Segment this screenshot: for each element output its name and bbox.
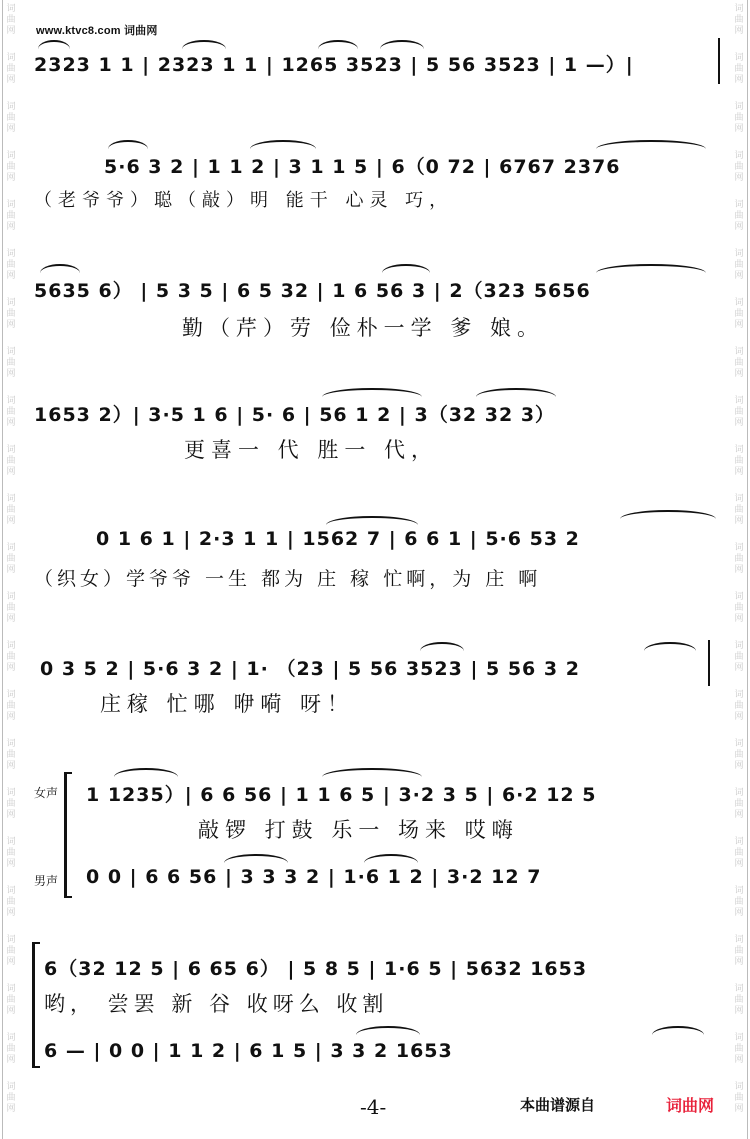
- watermark-glyph: 网: [734, 1055, 744, 1065]
- notation-line-2: 5·6 3 2 | 1 1 2 | 3 1 1 5 | 6（0 72 | 6767 2376: [104, 156, 621, 178]
- watermark-glyph: 曲: [6, 505, 16, 515]
- watermark-glyph: 曲: [734, 848, 744, 858]
- watermark-glyph: 曲: [6, 309, 16, 319]
- watermark-glyph: 曲: [6, 64, 16, 74]
- watermark-glyph: 词: [6, 102, 16, 112]
- watermark-glyph: 网: [6, 908, 16, 918]
- watermark-glyph: 曲: [6, 799, 16, 809]
- lyric-line-5: （织女）学爷爷 一生 都为 庄 稼 忙啊，为 庄 啊: [34, 568, 542, 590]
- watermark-glyph: 网: [6, 222, 16, 232]
- watermark-glyph: 网: [6, 173, 16, 183]
- watermark-gap: [732, 870, 746, 886]
- watermark-gap: [4, 233, 18, 249]
- watermark-glyph: 曲: [734, 456, 744, 466]
- slur-arc: [322, 768, 422, 777]
- watermark-glyph: 曲: [6, 1093, 16, 1103]
- slur-arc: [322, 388, 422, 397]
- watermark-glyph: 词: [6, 298, 16, 308]
- watermark-glyph: 词: [6, 249, 16, 259]
- watermark-glyph: 网: [6, 663, 16, 673]
- watermark-glyph: 词: [6, 739, 16, 749]
- watermark-gap: [4, 135, 18, 151]
- watermark-glyph: 网: [6, 957, 16, 967]
- voice-bracket: [32, 942, 40, 1068]
- watermark-gap: [4, 723, 18, 739]
- watermark-glyph: 词: [734, 249, 744, 259]
- watermark-glyph: 词: [734, 445, 744, 455]
- watermark-glyph: 曲: [734, 113, 744, 123]
- watermark-glyph: 词: [6, 494, 16, 504]
- watermark-gap: [732, 674, 746, 690]
- watermark-glyph: 网: [734, 761, 744, 771]
- watermark-gap: [732, 331, 746, 347]
- watermark-glyph: 网: [734, 222, 744, 232]
- watermark-glyph: 曲: [734, 1093, 744, 1103]
- notation-line-8: 0 0 | 6 6 56 | 3 3 3 2 | 1·6 1 2 | 3·2 12 7: [86, 866, 542, 888]
- watermark-gap: [732, 135, 746, 151]
- watermark-gap: [4, 576, 18, 592]
- watermark-glyph: 词: [734, 935, 744, 945]
- watermark-gap: [4, 919, 18, 935]
- watermark-glyph: 词: [734, 396, 744, 406]
- page-border-left: [2, 0, 3, 1139]
- watermark-glyph: 曲: [734, 211, 744, 221]
- watermark-column-left: [4, 4, 18, 1131]
- watermark-glyph: 词: [6, 1082, 16, 1092]
- watermark-gap: [4, 772, 18, 788]
- watermark-glyph: 曲: [6, 260, 16, 270]
- watermark-glyph: 曲: [6, 1044, 16, 1054]
- slur-arc: [326, 516, 418, 525]
- watermark-glyph: 网: [6, 124, 16, 134]
- watermark-glyph: 词: [6, 592, 16, 602]
- watermark-glyph: 词: [734, 984, 744, 994]
- watermark-gap: [4, 429, 18, 445]
- watermark-gap: [732, 821, 746, 837]
- notation-line-3: 5635 6） | 5 3 5 | 6 5 32 | 1 6 56 3 | 2（323 5656: [34, 280, 591, 302]
- slur-arc: [596, 140, 706, 149]
- watermark-gap: [4, 821, 18, 837]
- slur-arc: [596, 264, 706, 273]
- bar-line: [708, 640, 710, 686]
- watermark-glyph: 网: [734, 957, 744, 967]
- watermark-glyph: 词: [6, 200, 16, 210]
- watermark-glyph: 词: [734, 298, 744, 308]
- slur-arc: [644, 642, 696, 651]
- watermark-glyph: 网: [734, 418, 744, 428]
- watermark-gap: [732, 625, 746, 641]
- voice-bracket: [64, 772, 72, 898]
- watermark-glyph: 曲: [6, 456, 16, 466]
- watermark-glyph: 网: [6, 369, 16, 379]
- watermark-gap: [732, 429, 746, 445]
- slur-arc: [620, 510, 716, 519]
- watermark-glyph: 网: [6, 75, 16, 85]
- watermark-gap: [732, 1115, 746, 1131]
- watermark-glyph: 词: [734, 592, 744, 602]
- watermark-glyph: 曲: [6, 113, 16, 123]
- watermark-glyph: 曲: [734, 1044, 744, 1054]
- watermark-glyph: 网: [6, 614, 16, 624]
- watermark-gap: [4, 870, 18, 886]
- watermark-glyph: 词: [6, 151, 16, 161]
- watermark-glyph: 词: [6, 788, 16, 798]
- slur-arc: [224, 854, 288, 863]
- watermark-glyph: 词: [734, 1033, 744, 1043]
- slur-arc: [380, 40, 424, 49]
- watermark-glyph: 曲: [6, 897, 16, 907]
- watermark-glyph: 曲: [734, 15, 744, 25]
- watermark-glyph: 词: [734, 837, 744, 847]
- watermark-gap: [732, 772, 746, 788]
- watermark-glyph: 网: [734, 271, 744, 281]
- slur-arc: [182, 40, 226, 49]
- brand-logo-text[interactable]: 词曲网: [666, 1096, 715, 1115]
- watermark-glyph: 网: [6, 565, 16, 575]
- watermark-glyph: 网: [6, 810, 16, 820]
- watermark-glyph: 曲: [6, 407, 16, 417]
- watermark-gap: [4, 968, 18, 984]
- notation-line-7: 1 1235）| 6 6 56 | 1 1 6 5 | 3·2 3 5 | 6·2 12 5: [86, 784, 597, 806]
- watermark-gap: [4, 1017, 18, 1033]
- lyric-line-7: 敲锣 打鼓 乐一 场来 哎嗨: [198, 818, 519, 842]
- watermark-glyph: 曲: [734, 407, 744, 417]
- watermark-glyph: 曲: [6, 995, 16, 1005]
- watermark-glyph: 曲: [734, 554, 744, 564]
- slur-arc: [364, 854, 418, 863]
- watermark-glyph: 曲: [734, 750, 744, 760]
- watermark-glyph: 词: [6, 984, 16, 994]
- watermark-glyph: 曲: [734, 309, 744, 319]
- site-url[interactable]: www.ktvc8.com 词曲网: [36, 25, 158, 37]
- watermark-glyph: 词: [6, 837, 16, 847]
- slur-arc: [114, 768, 178, 777]
- watermark-glyph: 词: [6, 690, 16, 700]
- watermark-glyph: 词: [734, 494, 744, 504]
- watermark-glyph: 词: [734, 200, 744, 210]
- notation-line-1: 2323 1 1 | 2323 1 1 | 1265 3523 | 5 56 3523 | 1 —）|: [34, 54, 634, 76]
- watermark-glyph: 网: [734, 369, 744, 379]
- notation-line-4: 1653 2）| 3·5 1 6 | 5· 6 | 56 1 2 | 3（32 32 3）: [34, 404, 556, 426]
- watermark-glyph: 词: [6, 886, 16, 896]
- watermark-glyph: 词: [6, 396, 16, 406]
- watermark-glyph: 网: [734, 173, 744, 183]
- watermark-glyph: 词: [734, 788, 744, 798]
- watermark-glyph: 曲: [6, 652, 16, 662]
- watermark-glyph: 曲: [734, 995, 744, 1005]
- watermark-glyph: 曲: [6, 554, 16, 564]
- watermark-gap: [4, 380, 18, 396]
- watermark-glyph: 曲: [6, 211, 16, 221]
- lyric-line-3: 勤（芹）劳 俭朴一学 爹 娘。: [182, 316, 545, 340]
- slur-arc: [652, 1026, 704, 1035]
- watermark-glyph: 网: [6, 1006, 16, 1016]
- notation-line-5: 0 1 6 1 | 2·3 1 1 | 1562 7 | 6 6 1 | 5·6 53 2: [96, 528, 580, 550]
- watermark-gap: [732, 527, 746, 543]
- watermark-glyph: 词: [6, 53, 16, 63]
- watermark-gap: [4, 184, 18, 200]
- watermark-glyph: 曲: [734, 652, 744, 662]
- slur-arc: [108, 140, 148, 149]
- watermark-gap: [732, 37, 746, 53]
- lyric-line-4: 更喜一 代 胜一 代，: [184, 438, 439, 462]
- watermark-glyph: 网: [6, 1104, 16, 1114]
- watermark-gap: [4, 331, 18, 347]
- watermark-glyph: 词: [6, 543, 16, 553]
- watermark-glyph: 词: [6, 641, 16, 651]
- page-border-right: [747, 0, 748, 1139]
- slur-arc: [382, 264, 430, 273]
- watermark-glyph: 曲: [734, 897, 744, 907]
- watermark-gap: [732, 380, 746, 396]
- watermark-glyph: 词: [734, 886, 744, 896]
- voice-label-female: 女声: [34, 786, 59, 800]
- watermark-glyph: 词: [734, 739, 744, 749]
- watermark-glyph: 网: [734, 26, 744, 36]
- watermark-glyph: 网: [734, 75, 744, 85]
- notation-line-9: 6（32 12 5 | 6 65 6） | 5 8 5 | 1·6 5 | 5632 1653: [44, 958, 588, 980]
- watermark-glyph: 网: [6, 712, 16, 722]
- watermark-glyph: 曲: [734, 799, 744, 809]
- watermark-glyph: 曲: [734, 162, 744, 172]
- watermark-glyph: 网: [734, 859, 744, 869]
- page-number: -4-: [360, 1095, 387, 1119]
- watermark-glyph: 词: [6, 1033, 16, 1043]
- watermark-glyph: 曲: [6, 848, 16, 858]
- watermark-glyph: 曲: [6, 946, 16, 956]
- watermark-glyph: 词: [734, 543, 744, 553]
- watermark-glyph: 网: [6, 320, 16, 330]
- watermark-gap: [4, 625, 18, 641]
- watermark-gap: [4, 674, 18, 690]
- watermark-glyph: 网: [6, 418, 16, 428]
- watermark-glyph: 网: [6, 467, 16, 477]
- watermark-glyph: 词: [734, 53, 744, 63]
- voice-label-male: 男声: [34, 874, 59, 888]
- watermark-gap: [732, 1066, 746, 1082]
- notation-line-10: 6 — | 0 0 | 1 1 2 | 6 1 5 | 3 3 2 1653: [44, 1040, 453, 1062]
- watermark-glyph: 词: [6, 445, 16, 455]
- watermark-glyph: 曲: [6, 750, 16, 760]
- watermark-glyph: 曲: [6, 603, 16, 613]
- watermark-gap: [732, 478, 746, 494]
- notation-line-6: 0 3 5 2 | 5·6 3 2 | 1· （23 | 5 56 3523 | 5 56 3 2: [40, 658, 580, 680]
- watermark-gap: [4, 282, 18, 298]
- watermark-column-right: [732, 4, 746, 1131]
- lyric-line-9: 哟， 尝罢 新 谷 收呀么 收割: [44, 992, 389, 1016]
- watermark-gap: [4, 478, 18, 494]
- watermark-glyph: 曲: [734, 505, 744, 515]
- watermark-glyph: 网: [734, 663, 744, 673]
- watermark-gap: [732, 86, 746, 102]
- watermark-glyph: 曲: [6, 701, 16, 711]
- watermark-glyph: 网: [6, 516, 16, 526]
- watermark-gap: [732, 1017, 746, 1033]
- watermark-glyph: 词: [6, 347, 16, 357]
- watermark-glyph: 词: [734, 1082, 744, 1092]
- watermark-glyph: 曲: [734, 701, 744, 711]
- watermark-glyph: 网: [734, 516, 744, 526]
- slur-arc: [250, 140, 316, 149]
- watermark-glyph: 曲: [734, 260, 744, 270]
- watermark-glyph: 词: [734, 4, 744, 14]
- watermark-glyph: 网: [734, 712, 744, 722]
- watermark-gap: [4, 37, 18, 53]
- watermark-gap: [4, 86, 18, 102]
- watermark-glyph: 网: [6, 1055, 16, 1065]
- watermark-glyph: 网: [734, 320, 744, 330]
- watermark-glyph: 网: [734, 124, 744, 134]
- watermark-glyph: 网: [6, 271, 16, 281]
- watermark-glyph: 网: [734, 908, 744, 918]
- source-note: 本曲谱源自: [520, 1096, 596, 1114]
- watermark-gap: [4, 527, 18, 543]
- slur-arc: [356, 1026, 420, 1035]
- watermark-glyph: 词: [734, 102, 744, 112]
- watermark-glyph: 曲: [734, 358, 744, 368]
- watermark-gap: [732, 576, 746, 592]
- watermark-glyph: 网: [6, 26, 16, 36]
- watermark-gap: [732, 184, 746, 200]
- watermark-glyph: 曲: [6, 15, 16, 25]
- watermark-gap: [732, 233, 746, 249]
- watermark-glyph: 曲: [734, 64, 744, 74]
- lyric-line-2: （老爷爷）聪（敲）明 能干 心灵 巧，: [34, 190, 454, 211]
- watermark-glyph: 曲: [734, 946, 744, 956]
- watermark-glyph: 词: [6, 4, 16, 14]
- watermark-glyph: 网: [734, 565, 744, 575]
- watermark-glyph: 网: [734, 467, 744, 477]
- watermark-glyph: 网: [734, 1006, 744, 1016]
- slur-arc: [40, 264, 80, 273]
- bar-line: [718, 38, 720, 84]
- watermark-gap: [4, 1066, 18, 1082]
- watermark-glyph: 词: [734, 690, 744, 700]
- watermark-glyph: 曲: [6, 162, 16, 172]
- watermark-gap: [732, 968, 746, 984]
- watermark-glyph: 曲: [6, 358, 16, 368]
- slur-arc: [420, 642, 464, 651]
- slur-arc: [476, 388, 556, 397]
- watermark-glyph: 词: [734, 641, 744, 651]
- watermark-gap: [732, 282, 746, 298]
- watermark-glyph: 词: [734, 347, 744, 357]
- watermark-glyph: 曲: [734, 603, 744, 613]
- watermark-glyph: 网: [734, 614, 744, 624]
- watermark-glyph: 词: [6, 935, 16, 945]
- watermark-glyph: 词: [734, 151, 744, 161]
- watermark-glyph: 网: [734, 1104, 744, 1114]
- watermark-glyph: 网: [6, 761, 16, 771]
- slur-arc: [318, 40, 358, 49]
- watermark-gap: [4, 1115, 18, 1131]
- slur-arc: [38, 40, 70, 49]
- watermark-gap: [732, 919, 746, 935]
- watermark-glyph: 网: [734, 810, 744, 820]
- watermark-glyph: 网: [6, 859, 16, 869]
- lyric-line-6: 庄稼 忙哪 咿嗬 呀！: [100, 692, 355, 716]
- watermark-gap: [732, 723, 746, 739]
